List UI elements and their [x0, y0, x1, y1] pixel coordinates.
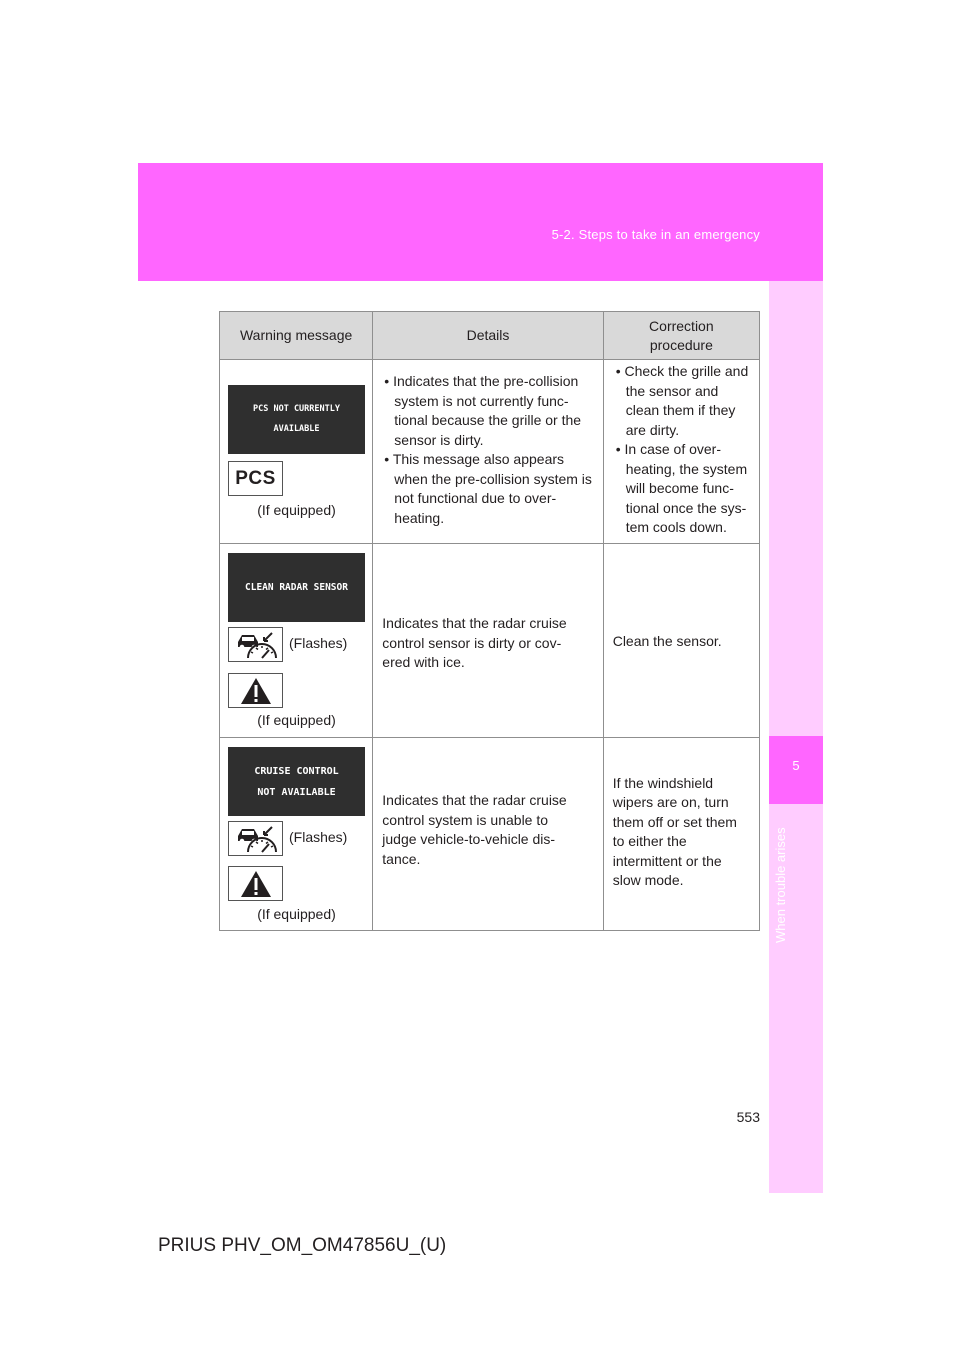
display-screen — [228, 385, 365, 454]
pcs-indicator-icon — [228, 461, 283, 496]
message-cell — [220, 360, 373, 544]
header-warning-message: Warning message — [220, 312, 373, 360]
table-row — [220, 738, 760, 931]
exclamation-triangle-icon — [228, 673, 283, 708]
chapter-title: When trouble arises — [773, 827, 788, 943]
display-text-line-1: CRUISE CONTROL — [254, 765, 339, 777]
section-title: 5-2. Steps to take in an emergency — [551, 227, 760, 242]
chapter-number: 5 — [792, 758, 800, 773]
details-cell — [373, 738, 603, 931]
list-item: • This message also appears when the pre-collision system is not functional due to over- heating. — [384, 451, 592, 526]
list-item: • In case of over- heating, the system will become func- tional once the sys- tem cools down. — [615, 441, 748, 535]
correction-cell — [603, 544, 759, 738]
chapter-tab[interactable] — [769, 736, 823, 804]
equipped-note: (If equipped) — [257, 502, 336, 518]
flashes-note: (Flashes) — [289, 635, 348, 651]
pcs-indicator-label: PCS — [235, 467, 276, 489]
table-row — [220, 360, 760, 544]
correction-text: If the windshield wipers are on, turn them off or set them to either the intermittent or the slow mode. — [612, 774, 737, 888]
table-row — [220, 544, 760, 738]
table-header-row — [220, 312, 760, 360]
equipped-note: (If equipped) — [257, 906, 336, 922]
header-details: Details — [373, 312, 603, 360]
radar-cruise-icon — [228, 821, 283, 856]
display-text-line-2: NOT AVAILABLE — [257, 786, 336, 798]
details-cell — [373, 360, 603, 544]
display-text: PCS NOT CURRENTLY AVAILABLE — [253, 404, 340, 434]
exclamation-triangle-icon — [228, 866, 283, 901]
correction-text: Clean the sensor. — [612, 632, 722, 649]
list-item: • Check the grille and the sensor and clean them if they are dirty. — [615, 363, 749, 438]
details-text: Indicates that the radar cruise control system is unable to judge vehicle-to-vehicle dis- tance. — [382, 792, 567, 867]
equipped-note: (If equipped) — [257, 712, 336, 728]
details-text: Indicates that the radar cruise control sensor is dirty or cov- ered with ice. — [382, 615, 567, 671]
message-cell — [220, 544, 373, 738]
message-cell — [220, 738, 373, 931]
footer-doc-id: PRIUS PHV_OM_OM47856U_(U) — [158, 1235, 447, 1256]
header-band — [138, 163, 823, 281]
display-screen — [228, 747, 365, 816]
display-text: CLEAN RADAR SENSOR — [245, 581, 348, 593]
page-number: 553 — [736, 1109, 760, 1125]
warning-table — [219, 311, 760, 931]
details-cell — [373, 544, 603, 738]
correction-cell — [603, 360, 759, 544]
radar-cruise-icon — [228, 627, 283, 662]
correction-cell — [603, 738, 759, 931]
display-screen — [228, 553, 365, 622]
header-correction: Correction procedure — [603, 312, 759, 360]
flashes-note: (Flashes) — [289, 829, 348, 845]
list-item: • Indicates that the pre-collision system is not currently func- tional because the grille or the sensor is dirty. — [384, 373, 582, 448]
